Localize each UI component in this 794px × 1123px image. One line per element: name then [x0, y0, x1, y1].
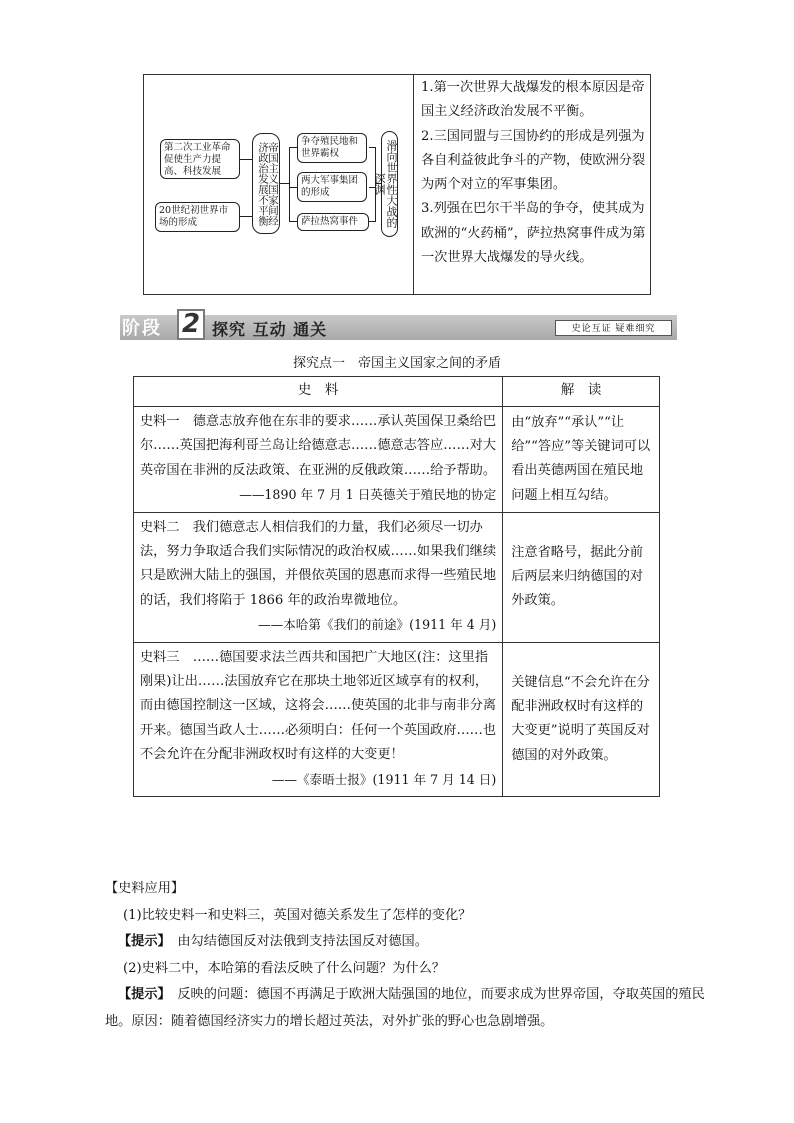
- source-citation: ——1890 年 7 月 1 日英德关于殖民地的协定: [239, 487, 497, 503]
- banner-stage-number: 2: [177, 309, 205, 340]
- source-cell: [134, 512, 503, 642]
- summary-point-1: 1.第一次世界大战爆发的根本原因是帝国主义经济政治发展不平衡。: [421, 80, 645, 120]
- hint-text: 由勾结德国反对法俄到支持法国反对德国。: [177, 934, 428, 949]
- summary-divider: [413, 74, 414, 295]
- source-cell: [134, 407, 503, 513]
- diagram-node-military-blocs: 两大军事集团的形成: [297, 172, 367, 202]
- table-header-row: [134, 377, 660, 407]
- table-row: [134, 407, 660, 513]
- connector-line: [289, 147, 297, 148]
- source-text: 史料一 德意志放弃他在东非的要求……承认英国保卫桑给巴尔……英国把海利哥兰岛让给德意志……德意志答应……对大英帝国在非洲的反法政策、在亚洲的反俄政策……给予帮助。: [140, 414, 497, 478]
- connector-line: [240, 216, 252, 217]
- summary-point-3: 3.列强在巴尔干半岛的争夺，使其成为欧洲的“火药桶”，萨拉热窝事件成为第一次世界大战爆发的导火线。: [421, 201, 646, 266]
- interpretation-cell: 注意省略号，据此分前后两层来归纳德国的对外政策。: [503, 512, 660, 642]
- source-cell: [134, 642, 503, 796]
- source-table: [133, 376, 660, 797]
- table-row: [134, 512, 660, 642]
- connector-line: [289, 221, 297, 222]
- source-text: 史料三 ……德国要求法兰西共和国把广大地区(注：这里指刚果)让出……法国放弃它在那块土地邻近区域享有的权利，而由德国控制这一区域，这将会……使英国的北非与南非分离开来。德国当政人士……必须明白：任何一个英国政府……也不会允许在分配非洲政权时有这样的大变更！: [140, 649, 497, 763]
- source-citation: ——本哈第《我们的前途》(1911 年 4 月): [258, 617, 497, 633]
- summary-point-2: 2.三国同盟与三国协约的形成是列强为各自利益彼此争斗的产物，使欧洲分裂为两个对立的军事集团。: [421, 128, 646, 193]
- connector-line: [289, 147, 290, 222]
- diagram-node-colonial-struggle: 争夺殖民地和世界霸权: [297, 133, 367, 163]
- question-1: (1)比较史料一和史料三，英国对德关系发生了怎样的变化？: [123, 907, 472, 923]
- interpretation-cell: 关键信息“不会允许在分配非洲政权时有这样的大变更”说明了英国反对德国的对外政策。: [503, 642, 660, 796]
- table-header-source: 史 料: [134, 377, 503, 407]
- diagram-node-world-war: 滑向世界性大战的深渊: [381, 131, 398, 237]
- hint-text: 反映的问题：德国不再满足于欧洲大陆强国的地位，而要求成为世界帝国，夺取英国的殖民地。原因：随着德国经济实力的增长超过英法，对外扩张的野心也急剧增强。: [105, 987, 705, 1029]
- source-citation: ——《泰晤士报》(1911 年 7 月 14 日): [271, 771, 497, 787]
- hint-label: 【提示】: [118, 934, 165, 949]
- answer-1: [105, 929, 725, 956]
- diagram-node-industrial-revolution: 第二次工业革命促使生产力提高、科技发展: [160, 139, 240, 179]
- application-heading: 【史料应用】: [105, 881, 185, 896]
- question-2: (2)史料二中，本哈第的看法反映了什么问题？为什么？: [123, 960, 445, 976]
- diagram-node-uneven-development: 帝国主义国家间经济政治发展不平衡: [252, 133, 280, 234]
- diagram-node-world-market: 20世纪初世界市场的形成: [155, 202, 240, 232]
- connector-line: [289, 187, 297, 188]
- hint-label: 【提示】: [118, 987, 165, 1002]
- table-header-interpretation: 解 读: [503, 377, 660, 407]
- application-section: [105, 876, 725, 1035]
- banner-stage-label: 阶段: [122, 318, 162, 339]
- connector-line: [240, 159, 252, 160]
- summary-points: [421, 76, 647, 270]
- source-text: 史料二 我们德意志人相信我们的力量，我们必须尽一切办法，努力争取适合我们实际情况的政治权威……如果我们继续只是欧洲大陆上的强国，并偎依英国的恩惠而求得一些殖民地的话，我们将陷于 1866 年的政治卑微地位。: [140, 519, 497, 608]
- diagram-node-sarajevo: 萨拉热窝事件: [297, 213, 369, 231]
- table-row: [134, 642, 660, 796]
- banner-tag: 史论互证 疑难细究: [555, 320, 672, 336]
- interpretation-cell: 由“放弃”“承认”“让给”“答应”等关键词可以看出英德两国在殖民地问题上相互勾结。: [503, 407, 660, 513]
- answer-2: [105, 982, 725, 1035]
- explore-point-title: 探究点一 帝国主义国家之间的矛盾: [292, 356, 501, 371]
- banner-title: 探究 互动 通关: [212, 320, 328, 339]
